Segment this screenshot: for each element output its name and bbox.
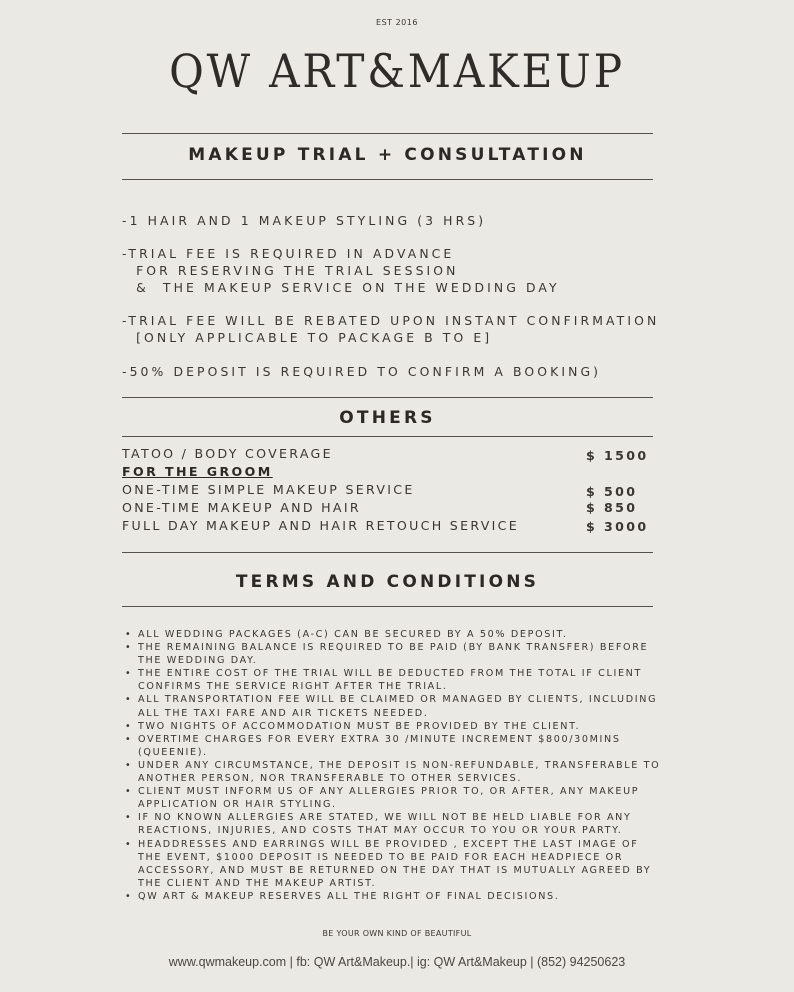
tagline: BE YOUR OWN KIND OF BEAUTIFUL [322, 929, 472, 938]
terms-item [122, 759, 662, 785]
trial-item: -1 HAIR AND 1 MAKEUP STYLING (3 HRS) [122, 213, 487, 228]
terms-item-text: TWO NIGHTS OF ACCOMMODATION MUST BE PROVIDED BY THE CLIENT. [138, 720, 581, 732]
terms-item [122, 733, 662, 759]
trial-item: -50% DEPOSIT IS REQUIRED TO CONFIRM A BOOKING) [122, 364, 602, 379]
divider [122, 133, 653, 134]
service-price: $ 500 [586, 484, 638, 499]
divider [122, 606, 653, 607]
terms-item-text: UNDER ANY CIRCUMSTANCE, THE DEPOSIT IS NON-REFUNDABLE, TRANSFERABLE TO ANOTHER PERSON, NOR TRANSFERABLE TO OTHER SERVICES. [138, 759, 661, 785]
bullet-icon: • [125, 642, 133, 654]
bullet-icon: • [125, 812, 133, 824]
terms-list [122, 628, 662, 903]
terms-item-text: OVERTIME CHARGES FOR EVERY EXTRA 30 /MINUTE INCREMENT $800/30MINS (QUEENIE). [138, 733, 621, 758]
terms-item-text: IF NO KNOWN ALLERGIES ARE STATED, WE WILL NOT BE HELD LIABLE FOR ANY REACTIONS, INJURIES, AND COSTS THAT MAY OCCUR TO YOU OR YOUR PARTY. [138, 812, 632, 837]
terms-item-text: HEADDRESSES AND EARRINGS WILL BE PROVIDED , EXCEPT THE LAST IMAGE OF THE EVENT, $1000 DEPOSIT IS NEEDED TO BE PAID FOR EACH HEADPIECE OR ACCESSORY, AND MUST BE RETURNED ON THE DAY THAT IS MUTUALLY AGREED BY THE CLIENT AND THE MAKEUP ARTIST. [138, 838, 652, 889]
service-label: ONE-TIME SIMPLE MAKEUP SERVICE [122, 482, 415, 497]
divider [122, 436, 653, 437]
bullet-icon: • [125, 786, 133, 798]
terms-item [122, 838, 662, 890]
bullet-icon: • [125, 720, 133, 732]
terms-item-text: QW ART & MAKEUP RESERVES ALL THE RIGHT OF FINAL DECISIONS. [138, 890, 560, 902]
bullet-icon: • [125, 759, 133, 771]
terms-item [122, 667, 662, 693]
divider [122, 397, 653, 398]
terms-item-text: ALL WEDDING PACKAGES (A-C) CAN BE SECURED BY A 50% DEPOSIT. [138, 629, 568, 640]
groom-heading: FOR THE GROOM [122, 464, 273, 479]
others-section-title: OTHERS [339, 408, 436, 428]
bullet-icon: • [125, 838, 133, 850]
service-price: $ 1500 [586, 448, 649, 463]
bullet-icon: • [125, 668, 133, 680]
trial-section-title: MAKEUP TRIAL + CONSULTATION [188, 145, 587, 165]
trial-item: -TRIAL FEE WILL BE REBATED UPON INSTANT CONFIRMATION [ONLY APPLICABLE TO PACKAGE B TO E] [122, 313, 660, 345]
brand-logo: QW ART&MAKEUP [169, 44, 625, 98]
terms-section-title: TERMS AND CONDITIONS [235, 572, 540, 592]
terms-item [122, 628, 662, 641]
bullet-icon: • [125, 890, 133, 902]
contact-footer: www.qwmakeup.com | fb: QW Art&Makeup.| ig: QW Art&Makeup | (852) 94250623 [168, 955, 626, 969]
terms-item-text: THE REMAINING BALANCE IS REQUIRED TO BE PAID (BY BANK TRANSFER) BEFORE THE WEDDING DAY. [138, 642, 649, 667]
bullet-icon: • [125, 733, 133, 745]
terms-item-text: THE ENTIRE COST OF THE TRIAL WILL BE DEDUCTED FROM THE TOTAL IF CLIENT CONFIRMS THE SERVICE RIGHT AFTER THE TRIAL. [138, 668, 643, 693]
divider [122, 179, 653, 180]
service-label: ONE-TIME MAKEUP AND HAIR [122, 500, 361, 515]
terms-item [122, 890, 662, 903]
terms-item-text: ALL TRANSPORTATION FEE WILL BE CLAIMED OR MANAGED BY CLIENTS, INCLUDING ALL THE TAXI FARE AND AIR TICKETS NEEDED. [138, 694, 658, 719]
terms-item [122, 641, 662, 667]
terms-item-text: CLIENT MUST INFORM US OF ANY ALLERGIES PRIOR TO, OR AFTER, ANY MAKEUP APPLICATION OR HAIR STYLING. [138, 786, 640, 811]
bullet-icon: • [125, 694, 133, 706]
established-year: EST 2016 [376, 18, 418, 27]
service-label: TATOO / BODY COVERAGE [122, 446, 333, 461]
terms-item [122, 720, 662, 733]
terms-item [122, 785, 662, 811]
bullet-icon: • [125, 629, 133, 640]
service-label: FULL DAY MAKEUP AND HAIR RETOUCH SERVICE [122, 518, 519, 533]
trial-item: -TRIAL FEE IS REQUIRED IN ADVANCE FOR RESERVING THE TRIAL SESSION & THE MAKEUP SERVICE ON THE WEDDING DAY [122, 246, 560, 295]
service-price: $ 3000 [586, 519, 649, 534]
terms-item [122, 693, 662, 719]
divider [122, 552, 653, 553]
service-price: $ 850 [586, 500, 638, 515]
terms-item [122, 811, 662, 837]
